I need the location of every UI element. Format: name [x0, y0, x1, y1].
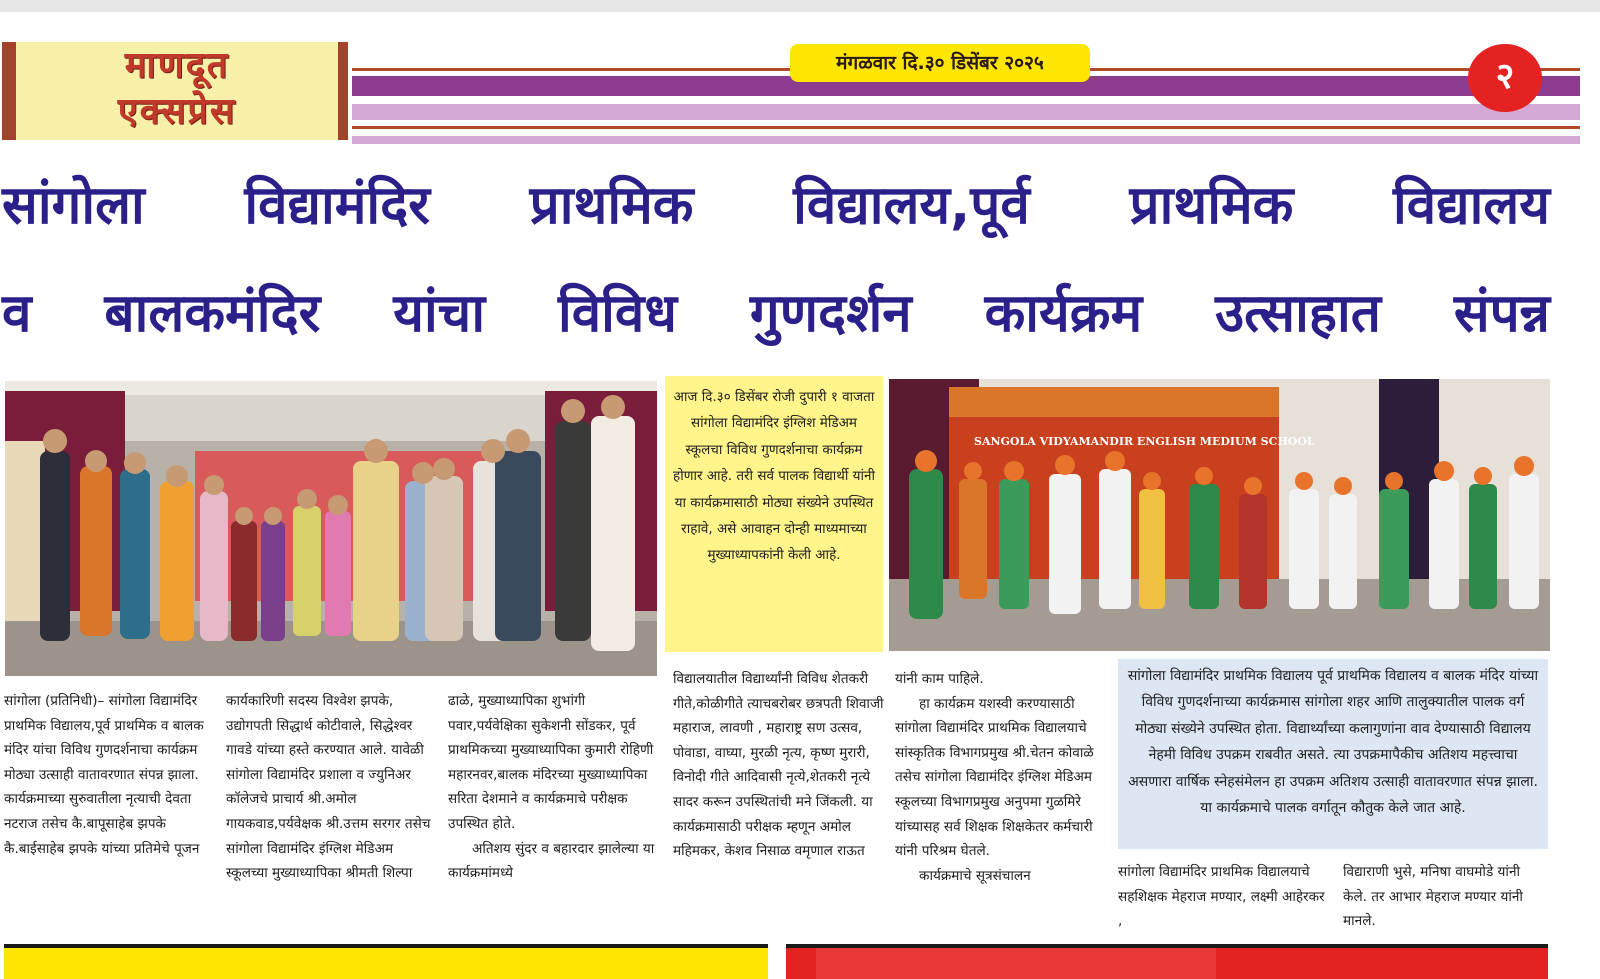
paragraph: विद्याराणी भुसे, मनिषा वाघमोडे यांनी केले. तर आभार मेहराज मण्यार यांनी मानले.: [1343, 864, 1523, 930]
masthead-rule: [352, 126, 1580, 129]
headline-line-2: व बालकमंदिर यांचा विविध गुणदर्शन कार्यक्रम उत्साहात संपन्न: [2, 283, 1550, 344]
banner-school-name: SANGOLA VIDYAMANDIR ENGLISH MEDIUM SCHOOL: [974, 435, 1315, 448]
article-column-6: [1118, 860, 1330, 935]
article-column-4: [673, 667, 885, 935]
summary-box: सांगोला विद्यामंदिर प्राथमिक विद्यालय पूर्व प्राथमिक विद्यालय व बालक मंदिर यांच्या विविध गुणदर्शनाच्या कार्यक्रमास सांगोला शहर आणि तालुक्यातील पालक वर्ग मोठ्या संख्येने उपस्थित होता. विद्यार्थ्यांच्या कलागुणांना वाव देण्यासाठी विद्यालय नेहमी विविध उपक्रम राबवीत असते. त्या उपक्रमापैकीच अतिशय महत्त्वाचा असणारा वार्षिक स्नेहसंमेलन हा उपक्रम अतिशय उत्साही वातावरणात संपन्न झाला. या कार्यक्रमाचे पालक वर्गातून कौतुक केले जात आहे.: [1118, 659, 1548, 849]
page-number-badge: २: [1468, 44, 1542, 112]
article-column-2: [226, 689, 438, 934]
paragraph: यांनी काम पाहिले.: [895, 671, 984, 687]
issue-date: मंगळवार दि.३० डिसेंबर २०२५: [790, 44, 1090, 82]
paragraph: सांगोला (प्रतिनिधी)– सांगोला विद्यामंदिर प्राथमिक विद्यालय,पूर्व प्राथमिक व बालक मंदिर यांचा विविध गुणदर्शनाचा कार्यक्रम मोठ्या उत्साही वातावरणात संपन्न झाला. कार्यक्रमाच्या सुरुवातीला नृत्याची देवता नटराज तसेच कै.बापूसाहेब झपके कै.बाईसाहेब झपके यांच्या प्रतिमेचे पूजन: [4, 693, 204, 857]
headline: [0, 150, 1600, 365]
paragraph: कार्यकारिणी सदस्य विश्वेश झपके, उद्योगपती सिद्धार्थ कोटीवाले, सिद्धेश्वर गावडे यांच्या हस्ते करण्यात आले. यावेळी सांगोला विद्यामंदिर प्रशाला व ज्युनिअर कॉलेजचे प्राचार्य श्री.अमोल गायकवाड,पर्यवेक्षक श्री.उत्तम सरगर तसेच सांगोला विद्यामंदिर इंग्लिश मेडिअम स्कूलच्या मुख्याध्यापिका श्रीमती शिल्पा: [226, 693, 431, 882]
headline-line-1: सांगोला विद्यामंदिर प्राथमिक विद्यालय,पूर्व प्राथमिक विद्यालय: [2, 175, 1550, 236]
logo-line-1: माणदूत: [124, 44, 230, 86]
announcement-box: आज दि.३० डिसेंबर रोजी दुपारी १ वाजता सांगोला विद्यामंदिर इंग्लिश मेडिअम स्कूलचा विविध गुणदर्शनाचा कार्यक्रम होणार आहे. तरी सर्व पालक विद्यार्थी यांनी या कार्यक्रमासाठी मोठ्या संख्येने उपस्थित राहावे, असे आवाहन दोन्ही माध्यमाच्या मुख्याध्यापकांनी केली आहे.: [665, 376, 883, 652]
next-article-strip: [786, 944, 1548, 979]
paragraph: विद्यालयातील विद्यार्थ्यांनी विविध शेतकरी गीते,कोळीगीते त्याचबरोबर छत्रपती शिवाजी महाराज, लावणी , महाराष्ट्र सण उत्सव, पोवाडा, वाघ्या, मुरळी नृत्य, कृष्ण मुरारी, विनोदी गीते आदिवासी नृत्ये,शेतकरी नृत्ये सादर करून उपस्थितांची मने जिंकली. या कार्यक्रमासाठी परीक्षक म्हणून अमोल महिमकर, केशव निसाळ वमृणाल राऊत: [673, 671, 884, 860]
masthead: [0, 42, 1600, 144]
logo-line-2: एक्सप्रेस: [117, 90, 237, 132]
paragraph: हा कार्यक्रम यशस्वी करण्यासाठी सांगोला विद्यामंदिर प्राथमिक विद्यालयाचे सांस्कृतिक विभागप्रमुख श्री.चेतन कोवाळे तसेच सांगोला विद्यामंदिर इंग्लिश मेडिअम स्कूलच्या विभागप्रमुख अनुपमा गुळमिरे यांच्यासह सर्व शिक्षक शिक्षकेतर कर्मचारी यांनी परिश्रम घेतले.: [895, 695, 1094, 860]
performance-photo: [889, 379, 1550, 651]
paragraph: कार्यक्रमाचे सूत्रसंचालन: [919, 867, 1031, 884]
group-photo: [5, 381, 657, 676]
newspaper-logo: [2, 42, 348, 140]
next-article-band: [816, 948, 1216, 979]
article-column-7: [1343, 860, 1548, 935]
article-column-1: [4, 689, 216, 934]
article-column-5: [895, 667, 1107, 935]
group-photo-illustration: [5, 381, 657, 676]
paragraph: सांगोला विद्यामंदिर प्राथमिक विद्यालयाचे सहशिक्षक मेहराज मण्यार, लक्ष्मी आहेरकर ,: [1118, 864, 1325, 930]
performance-photo-illustration: [889, 379, 1550, 651]
paragraph: ढाळे, मुख्याध्यापिका शुभांगी पवार,पर्यवेक्षिका सुकेशनी सोंडकर, पूर्व प्राथमिकच्या मुख्याध्यापिका कुमारी रोहिणी महारनवर,बालक मंदिरच्या मुख्याध्यापिका सरिता देशमाने व कार्यक्रमाचे परीक्षक उपस्थित होते.: [448, 693, 654, 832]
masthead-band: [352, 136, 1580, 144]
next-article-strip: [4, 944, 768, 979]
masthead-band: [352, 104, 1580, 120]
top-strip: [0, 0, 1600, 12]
article-column-3: [448, 689, 660, 934]
paragraph: अतिशय सुंदर व बहारदार झालेल्या या कार्यक्रमांमध्ये: [448, 840, 655, 882]
